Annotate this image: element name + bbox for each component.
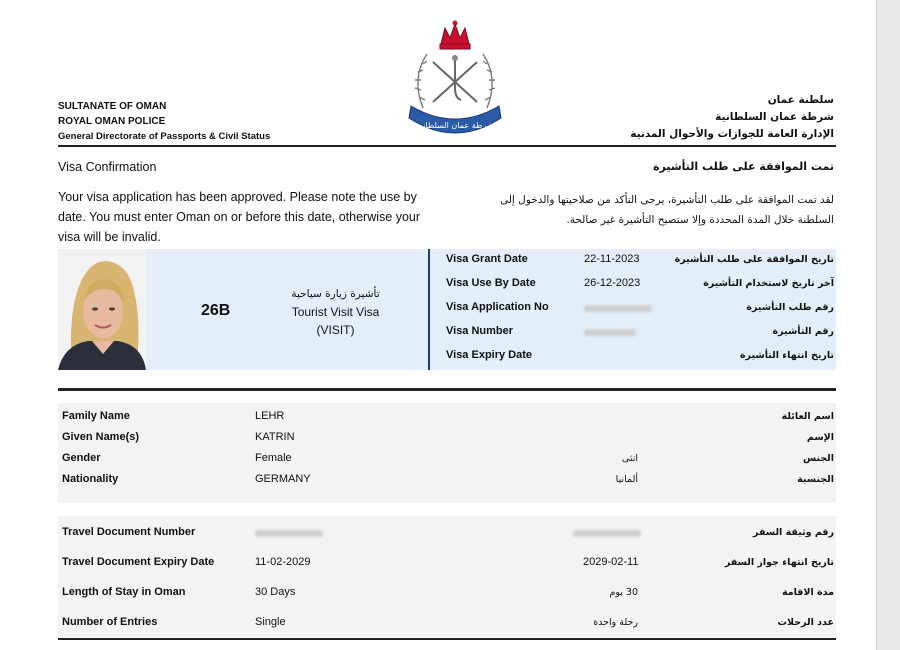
field-label-ar: اسم العائلة <box>781 411 834 422</box>
visa-detail-label-ar: تاريخ انتهاء التأشيرة <box>739 350 834 361</box>
field-label: Nationality <box>62 473 119 485</box>
visa-document <box>58 0 836 650</box>
visa-detail-row <box>446 249 834 273</box>
field-value: KATRIN <box>255 431 295 443</box>
visa-detail-label-ar: رقم طلب التأشيرة <box>746 302 834 313</box>
travel-row <box>58 576 836 606</box>
personal-details <box>58 403 836 503</box>
travel-row <box>58 606 836 636</box>
visa-type <box>248 285 423 339</box>
section-divider <box>58 388 836 391</box>
visa-detail-row <box>446 273 834 297</box>
visa-band-divider <box>428 249 430 370</box>
field-label: Given Name(s) <box>62 431 140 443</box>
header-left-line: General Directorate of Passports & Civil Status <box>58 131 271 142</box>
travel-row <box>58 516 836 546</box>
redacted-value <box>573 530 641 537</box>
redacted-value <box>584 329 636 336</box>
field-value: Female <box>255 452 292 464</box>
header-left-line: ROYAL OMAN POLICE <box>58 116 166 127</box>
field-label: Number of Entries <box>62 616 158 628</box>
visa-detail-value: 22-11-2023 <box>584 253 640 265</box>
visa-type-en: Tourist Visit Visa <box>291 305 380 319</box>
visa-detail-label-ar: آخر تاريخ لاستخدام التأشيرة <box>703 278 834 289</box>
visa-detail-row <box>446 297 834 321</box>
header-left-line: SULTANATE OF OMAN <box>58 101 167 112</box>
redacted-value <box>584 305 652 312</box>
field-label: Family Name <box>62 410 130 422</box>
field-label-ar: الجنسية <box>797 474 834 485</box>
field-label: Gender <box>62 452 101 464</box>
field-label: Travel Document Number <box>62 526 196 538</box>
visa-detail-label: Visa Number <box>446 325 514 337</box>
visa-detail-label-ar: رقم التأشيرة <box>772 326 834 337</box>
confirmation-title: Visa Confirmation <box>58 160 157 174</box>
personal-row <box>58 427 836 448</box>
field-value-alt: 2029-02-11 <box>583 556 639 568</box>
field-value-ar: ألمانيا <box>615 474 638 485</box>
field-label-ar: الجنس <box>803 453 834 464</box>
header-left <box>58 99 270 144</box>
applicant-portrait-image <box>58 249 146 370</box>
visa-detail-label: Visa Expiry Date <box>446 349 533 361</box>
visa-summary-band <box>58 249 836 370</box>
personal-row <box>58 448 836 469</box>
field-value: LEHR <box>255 410 285 422</box>
visa-detail-label: Visa Grant Date <box>446 253 528 265</box>
personal-row <box>58 469 836 490</box>
field-label-ar: مدة الاقامة <box>781 587 834 598</box>
applicant-photo <box>58 249 146 370</box>
field-value: 11-02-2029 <box>255 556 311 568</box>
visa-detail-row <box>446 321 834 345</box>
redacted-value <box>255 530 323 537</box>
visa-type-ar: تأشيرة زيارة سياحية <box>291 288 380 300</box>
page-edge <box>876 0 900 650</box>
header-divider <box>58 145 836 147</box>
field-label: Travel Document Expiry Date <box>62 556 215 568</box>
field-value-ar: انثى <box>621 453 638 464</box>
emblem-banner-text: شرطة عمان السلطانية <box>416 121 494 130</box>
visa-detail-label-ar: تاريخ الموافقة على طلب التأشيرة <box>674 254 834 265</box>
royal-oman-police-emblem <box>403 18 507 140</box>
field-label-ar: تاريخ انتهاء جواز السفر <box>724 557 834 568</box>
header-right-line: الإدارة العامة للجوازات والأحوال المدنية <box>630 128 834 140</box>
header-right <box>630 92 834 143</box>
field-value-ar: 30 يوم <box>609 587 638 598</box>
visa-detail-row <box>446 345 834 369</box>
field-label-ar: الإسم <box>806 432 834 443</box>
travel-details <box>58 516 836 637</box>
visa-details <box>446 249 834 369</box>
visa-type-sub: (VISIT) <box>316 323 355 337</box>
field-label: Length of Stay in Oman <box>62 586 186 598</box>
field-value: GERMANY <box>255 473 311 485</box>
header-right-line: شرطة عمان السلطانية <box>715 111 834 123</box>
field-value: Single <box>255 616 286 628</box>
visa-detail-value: 26-12-2023 <box>584 277 641 289</box>
field-value-ar: رحلة واحدة <box>593 617 638 628</box>
approval-notice: Your visa application has been approved. Please note the use by date. You must enter Oman on or before this date, otherwise your visa will be invalid. <box>58 190 421 244</box>
visa-detail-label: Visa Use By Date <box>446 277 536 289</box>
visa-detail-label: Visa Application No <box>446 301 549 313</box>
field-label-ar: رقم وثيقة السفر <box>753 527 834 538</box>
crown-icon <box>440 21 470 50</box>
footer-divider <box>58 638 836 640</box>
field-value: 30 Days <box>255 586 296 598</box>
travel-row <box>58 546 836 576</box>
approval-notice-ar: لقد تمت الموافقة على طلب التأشيرة، يرجى التأكد من صلاحيتها والدخول إلى السلطنة خلال المدة المحددة وإلا ستصبح التأشيرة غير صالحة. <box>499 194 834 226</box>
visa-code: 26B <box>201 302 231 319</box>
personal-row <box>58 406 836 427</box>
field-label-ar: عدد الرحلات <box>777 617 834 628</box>
confirmation-title-ar: تمت الموافقة على طلب التأشيرة <box>653 160 834 173</box>
header-right-line: سلطنة عمان <box>767 94 834 106</box>
crossed-swords-icon <box>433 55 477 102</box>
